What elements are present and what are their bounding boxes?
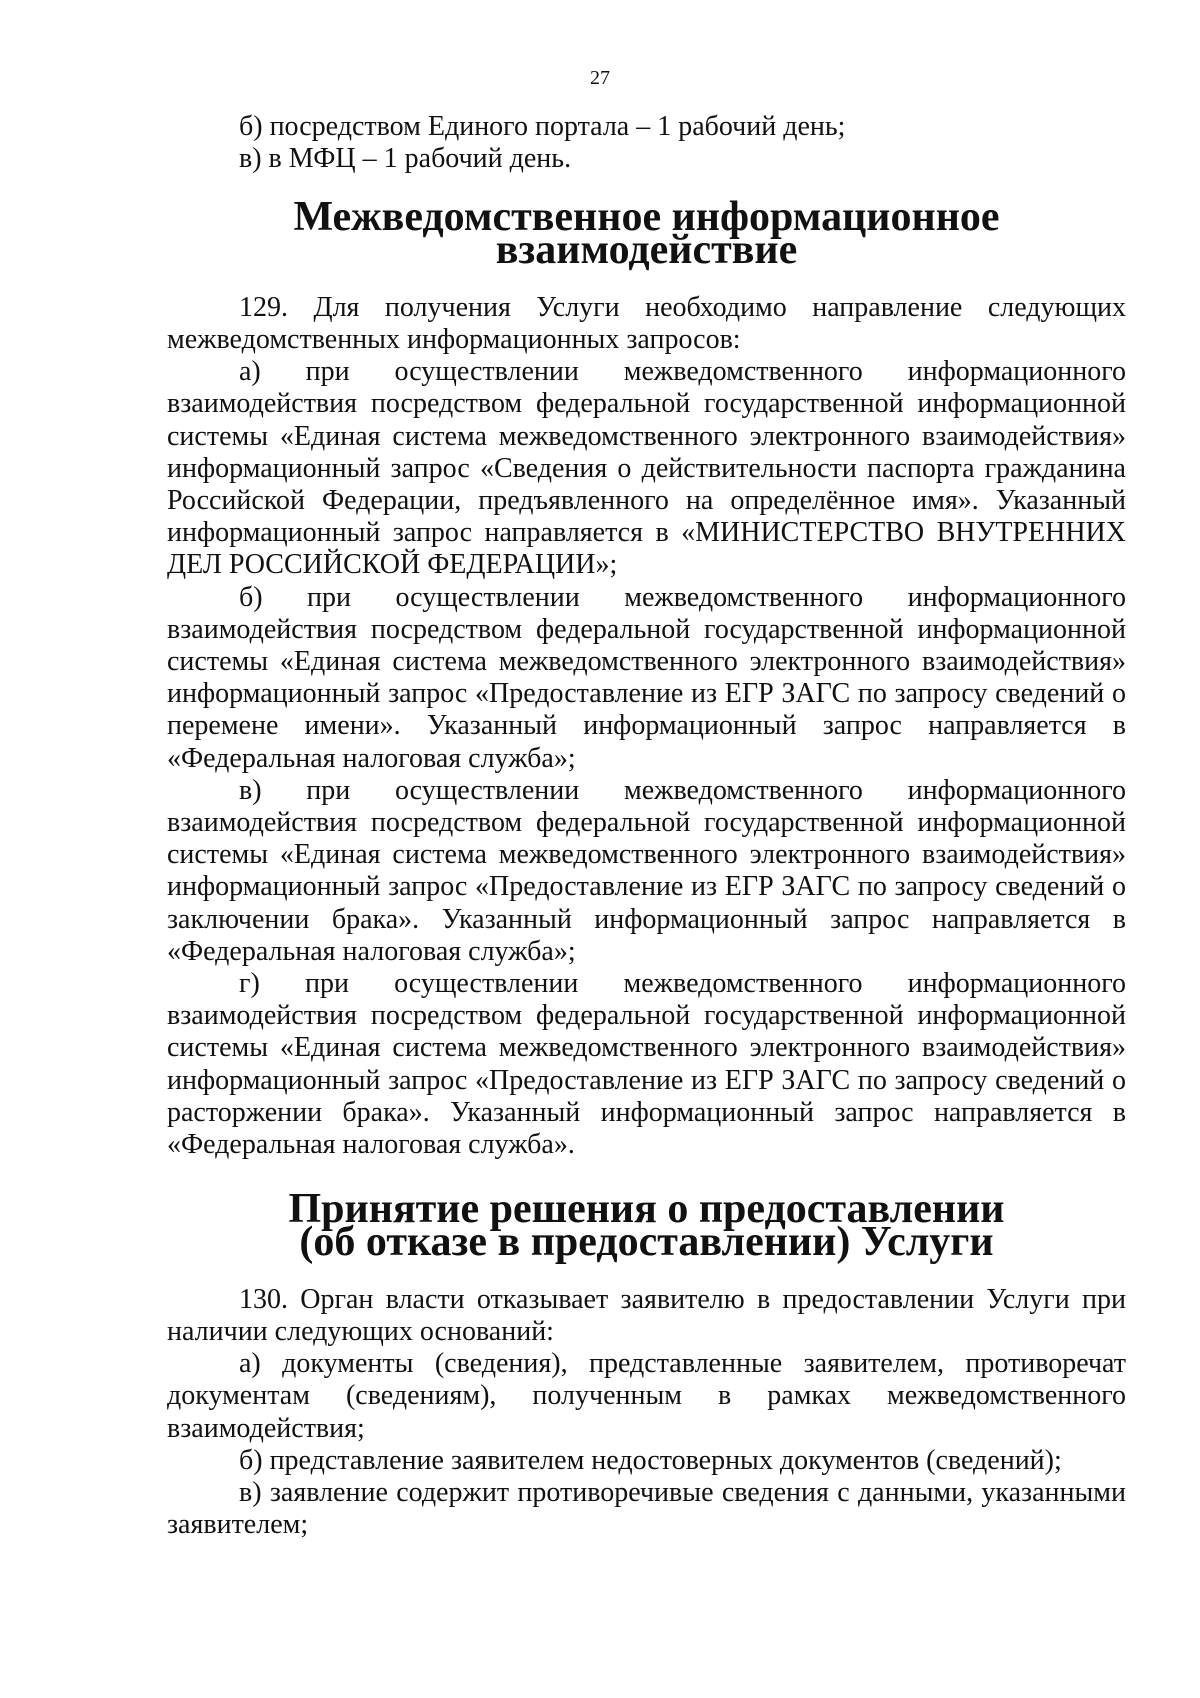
section-heading-decision-line-2: (об отказе в предоставлении) Услуги — [299, 1218, 994, 1265]
section-heading-decision — [167, 1186, 1126, 1265]
paragraph-delivery-portal: б) посредством Единого портала – 1 рабочий день; — [239, 111, 846, 142]
paragraph-130-item-b: б) представление заявителем недостоверных документов (сведений); — [239, 1444, 1062, 1476]
paragraph-129-item-v: в) при осуществлении межведомственного информационного взаимодействия посредством федеральной государственной информационной системы «Единая система межведомственного электронного взаимодействия» информационный запрос «Предоставление из ЕГР ЗАГС по запросу сведений о заключении брака». Указанный информационный запрос направляется в «Федеральная налоговая служба»; — [167, 774, 1126, 967]
paragraph-delivery-mfc: в) в МФЦ – 1 рабочий день. — [239, 143, 572, 175]
paragraph-129: 129. Для получения Услуги необходимо направление следующих межведомственных информационных запросов: — [167, 291, 1126, 356]
paragraph-129-item-g: г) при осуществлении межведомственного информационного взаимодействия посредством федеральной государственной информационной системы «Единая система межведомственного электронного взаимодействия» информационный запрос «Предоставление из ЕГР ЗАГС по запросу сведений о расторжении брака». Указанный информационный запрос направляется в «Федеральная налоговая служба». — [167, 968, 1126, 1161]
paragraph-130-item-v: в) заявление содержит противоречивые сведения с данными, указанными заявителем; — [167, 1476, 1126, 1541]
section-heading-decision-line-1: Принятие решения о предоставлении — [288, 1186, 1005, 1233]
section-heading-interagency: Межведомственное информационное взаимодействие — [293, 194, 1000, 273]
paragraph-129-item-b: б) при осуществлении межведомственного информационного взаимодействия посредством федеральной государственной информационной системы «Единая система межведомственного электронного взаимодействия» информационный запрос «Предоставление из ЕГР ЗАГС по запросу сведений о перемене имени». Указанный информационный запрос направляется в «Федеральная налоговая служба»; — [167, 581, 1126, 774]
document-body — [167, 111, 1126, 1541]
page-number: 27 — [590, 67, 610, 89]
paragraph-130-item-a: а) документы (сведения), представленные заявителем, противоречат документам (сведениям), полученным в рамках межведомственного взаимодействия; — [167, 1348, 1126, 1444]
paragraph-130: 130. Орган власти отказывает заявителю в предоставлении Услуги при наличии следующих оснований: — [167, 1283, 1126, 1347]
paragraph-129-item-a: а) при осуществлении межведомственного информационного взаимодействия посредством федеральной государственной информационной системы «Единая система межведомственного электронного взаимодействия» информационный запрос «Сведения о действительности паспорта гражданина Российской Федерации, предъявленного на определённое имя». Указанный информационный запрос направляется в «МИНИСТЕРСТВО ВНУТРЕННИХ ДЕЛ РОССИЙСКОЙ ФЕДЕРАЦИИ»; — [167, 356, 1126, 581]
